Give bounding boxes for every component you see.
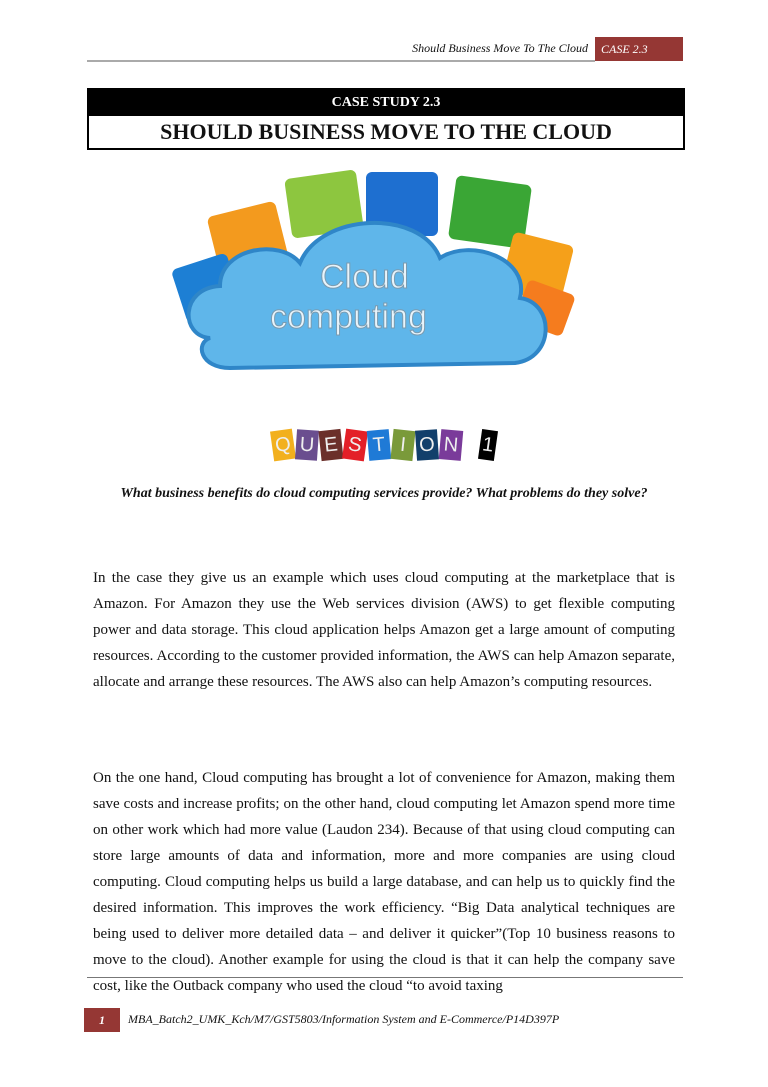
question-letter-tile: 1	[478, 429, 498, 461]
question-letter-tile: U	[295, 429, 319, 460]
question-letter-tile: E	[318, 429, 343, 461]
case-study-label: CASE STUDY 2.3	[89, 90, 683, 116]
header-divider	[87, 60, 595, 62]
footer-divider	[87, 977, 683, 978]
question-letter-tile: O	[415, 429, 439, 460]
page-number: 1	[84, 1008, 120, 1032]
question-1-banner	[272, 430, 496, 460]
question-letter-tile: Q	[270, 429, 296, 462]
header-title: Should Business Move To The Cloud	[412, 41, 588, 55]
paragraph-1: In the case they give us an example which uses cloud computing at the marketplace that is Amazon. For Amazon they use the Web services division (AWS) to get flexible computing power and data storage. This cloud application helps Amazon get a large amount of computing resources. According to the customer provided information, the AWS can help Amazon separate, allocate and arrange these resources. The AWS also can help Amazon’s computing resources.	[93, 570, 675, 690]
title-box	[87, 88, 685, 150]
cloud-line1: Cloud	[320, 258, 409, 296]
question-text: What business benefits do cloud computing services provide? What problems do they solve?	[120, 486, 648, 501]
question-letter-tile: T	[367, 429, 392, 461]
header-case-badge: CASE 2.3	[595, 37, 683, 61]
question-letter-tile: S	[342, 429, 368, 462]
case-study-title: SHOULD BUSINESS MOVE TO THE CLOUD	[160, 119, 612, 144]
cloud-computing-illustration	[170, 168, 580, 383]
paragraph-2: On the one hand, Cloud computing has brought a lot of convenience for Amazon, making them save costs and increase profits; on the other hand, cloud computing let Amazon spend more time on other work which had more value (Laudon 234). Because of that using cloud computing can store large amounts of data and information, more and more companies are using cloud computing. Cloud computing helps us build a large database, and can help us to quickly find the desired information. This improves the work efficiency. “Big Data analytical techniques are being used to deliver more detailed data – and deliver it quicker”(Top 10 business reasons to move to the cloud). Another example for using the cloud is that it can help the company save cost, like the Outback company who used the cloud “to avoid taxing	[93, 770, 675, 994]
question-letter-tile: N	[439, 429, 464, 461]
footer-text: MBA_Batch2_UMK_Kch/M7/GST5803/Information System and E-Commerce/P14D397P	[128, 1012, 560, 1026]
question-letter-tile: I	[390, 429, 415, 461]
cloud-line2: computing	[270, 298, 427, 336]
